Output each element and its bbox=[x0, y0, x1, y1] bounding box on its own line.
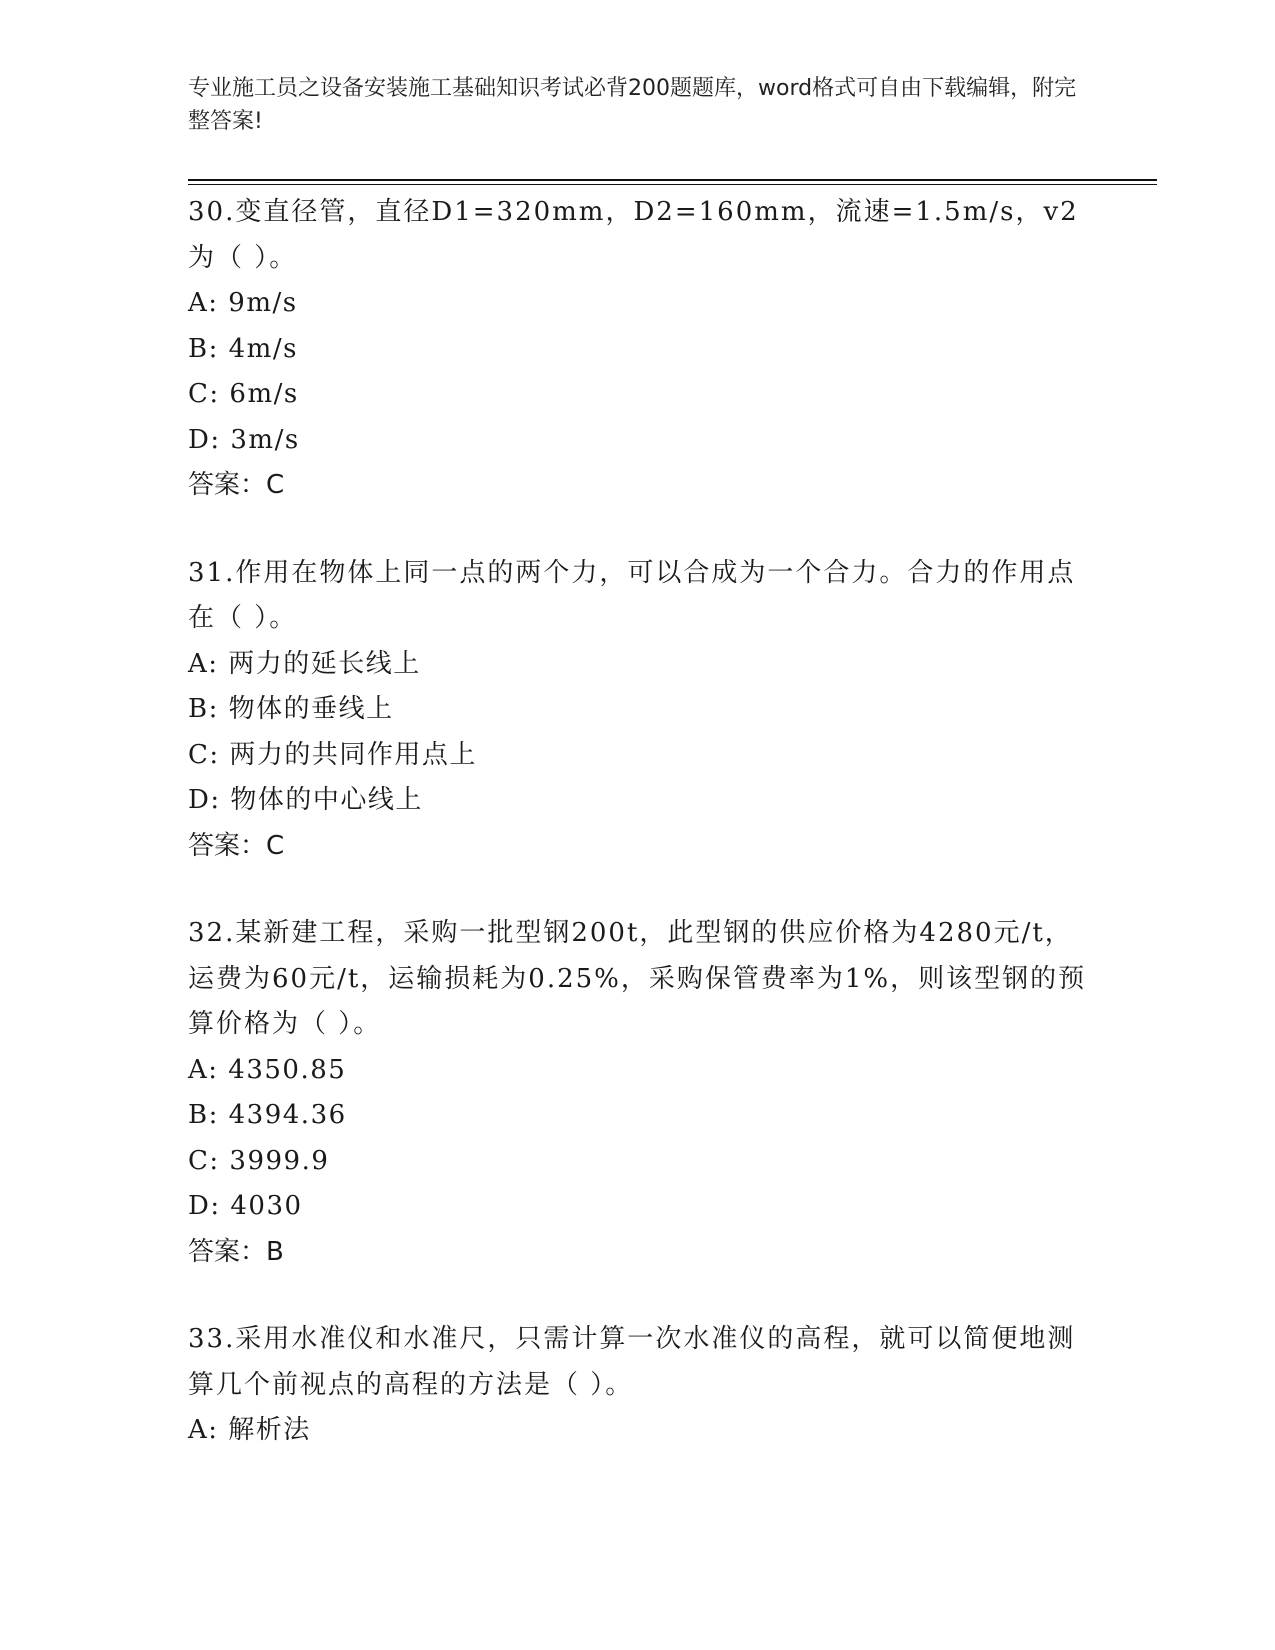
document-header: 专业施工员之设备安装施工基础知识考试必背200题题库，word格式可自由下载编辑，附完整答案! bbox=[188, 76, 1077, 134]
answer: 答案：B bbox=[188, 1236, 284, 1267]
question-31 bbox=[188, 551, 1088, 870]
header-rule-thin bbox=[188, 184, 1157, 185]
question-33 bbox=[188, 1317, 1088, 1454]
option-d: D: 3m/s bbox=[188, 424, 300, 455]
question-32 bbox=[188, 911, 1088, 1275]
question-stem: 30.变直径管，直径D1=320mm，D2=160mm，流速=1.5m/s，v2为（ ）。 bbox=[188, 197, 1079, 273]
option-c: C: 6m/s bbox=[188, 379, 299, 409]
option-a: A: 4350.85 bbox=[188, 1054, 347, 1085]
header-rule-thick bbox=[188, 179, 1157, 181]
option-c: C: 3999.9 bbox=[188, 1145, 330, 1176]
option-d: D: 4030 bbox=[188, 1191, 303, 1221]
option-a: A: 9m/s bbox=[188, 288, 298, 318]
option-b: B: 4m/s bbox=[188, 333, 298, 364]
option-b: B: 4394.36 bbox=[188, 1100, 347, 1130]
option-c: C: 两力的共同作用点上 bbox=[188, 739, 477, 770]
question-list bbox=[188, 190, 1088, 1496]
question-stem: 33.采用水准仪和水准尺，只需计算一次水准仪的高程，就可以简便地测算几个前视点的高程的方法是（ ）。 bbox=[188, 1324, 1076, 1400]
question-30 bbox=[188, 190, 1088, 509]
answer: 答案：C bbox=[188, 830, 285, 861]
answer: 答案：C bbox=[188, 470, 285, 500]
option-d: D: 物体的中心线上 bbox=[188, 785, 423, 815]
option-a: A: 解析法 bbox=[188, 1415, 311, 1445]
question-stem: 31.作用在物体上同一点的两个力，可以合成为一个合力。合力的作用点在（ ）。 bbox=[188, 557, 1076, 633]
option-b: B: 物体的垂线上 bbox=[188, 694, 394, 724]
option-a: A: 两力的延长线上 bbox=[188, 648, 421, 679]
question-stem: 32.某新建工程，采购一批型钢200t，此型钢的供应价格为4280元/t，运费为60元/t，运输损耗为0.25%，采购保管费率为1%，则该型钢的预算价格为（ ）。 bbox=[188, 918, 1087, 1039]
